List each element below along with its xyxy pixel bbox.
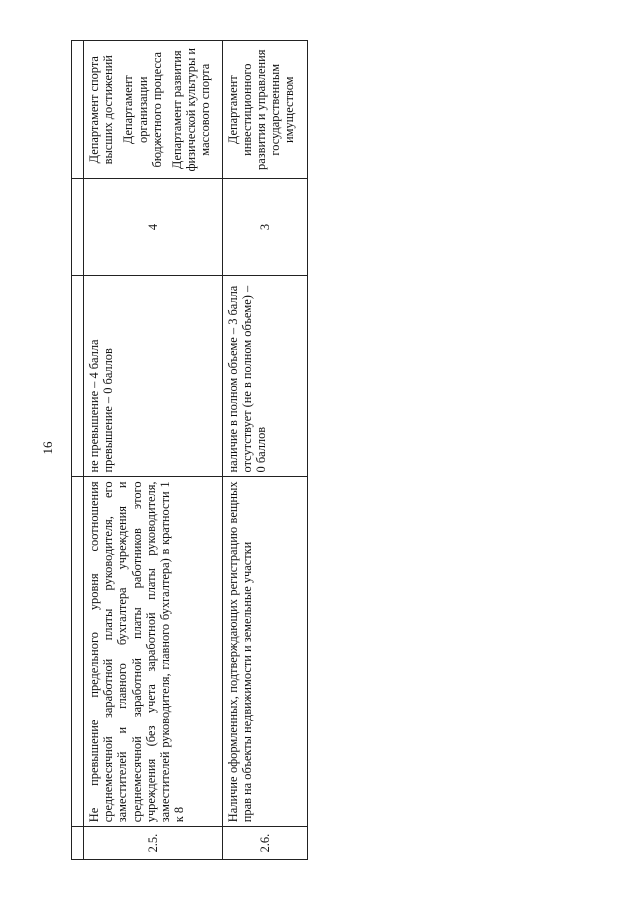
departments-cell [222,41,307,179]
scoring-cell [222,275,307,477]
criterion-text: Не превышение предельного уровня соотношения среднемесячной заработной платы руководителя, его заместителей и главного бухгалтера учреждения и среднемесячной заработной платы работников этого учреждения (без учета заработной платы руководителя, заместителей руководителя, главного бухгалтера) в кратности 1 к 8 [84,477,223,827]
row-number: 2.5. [84,827,223,860]
department-name: Департамент развития физической культуры и массового спорта [170,47,213,172]
scoring-line: отсутствует (не в полном объеме) – 0 баллов [239,285,269,473]
scoring-line: превышение – 0 баллов [101,348,116,473]
table-row [222,41,307,860]
row-number: 2.6. [222,827,307,860]
criterion-text: Наличие оформленных, подтверждающих регистрацию вещных прав на объекты недвижимости и земельные участки [222,477,307,827]
table-container [71,40,297,860]
table-row-top [72,41,84,860]
scoring-line: не превышение – 4 балла [87,339,101,473]
department-name: Департамент инвестиционного развития и управления государственным имуществом [225,49,297,170]
scoring-line: наличие в полном объеме – 3 балла [225,285,240,473]
scoring-cell [84,275,223,477]
criteria-table [71,40,308,860]
departments-cell [84,41,223,179]
department-name: Департамент спорта высших достижений [87,55,116,165]
department-name: Департамент организации бюджетного процесса [121,51,164,168]
table-row [84,41,223,860]
page-number: 16 [40,441,55,455]
points-value: 3 [222,179,307,275]
points-value: 4 [84,179,223,275]
